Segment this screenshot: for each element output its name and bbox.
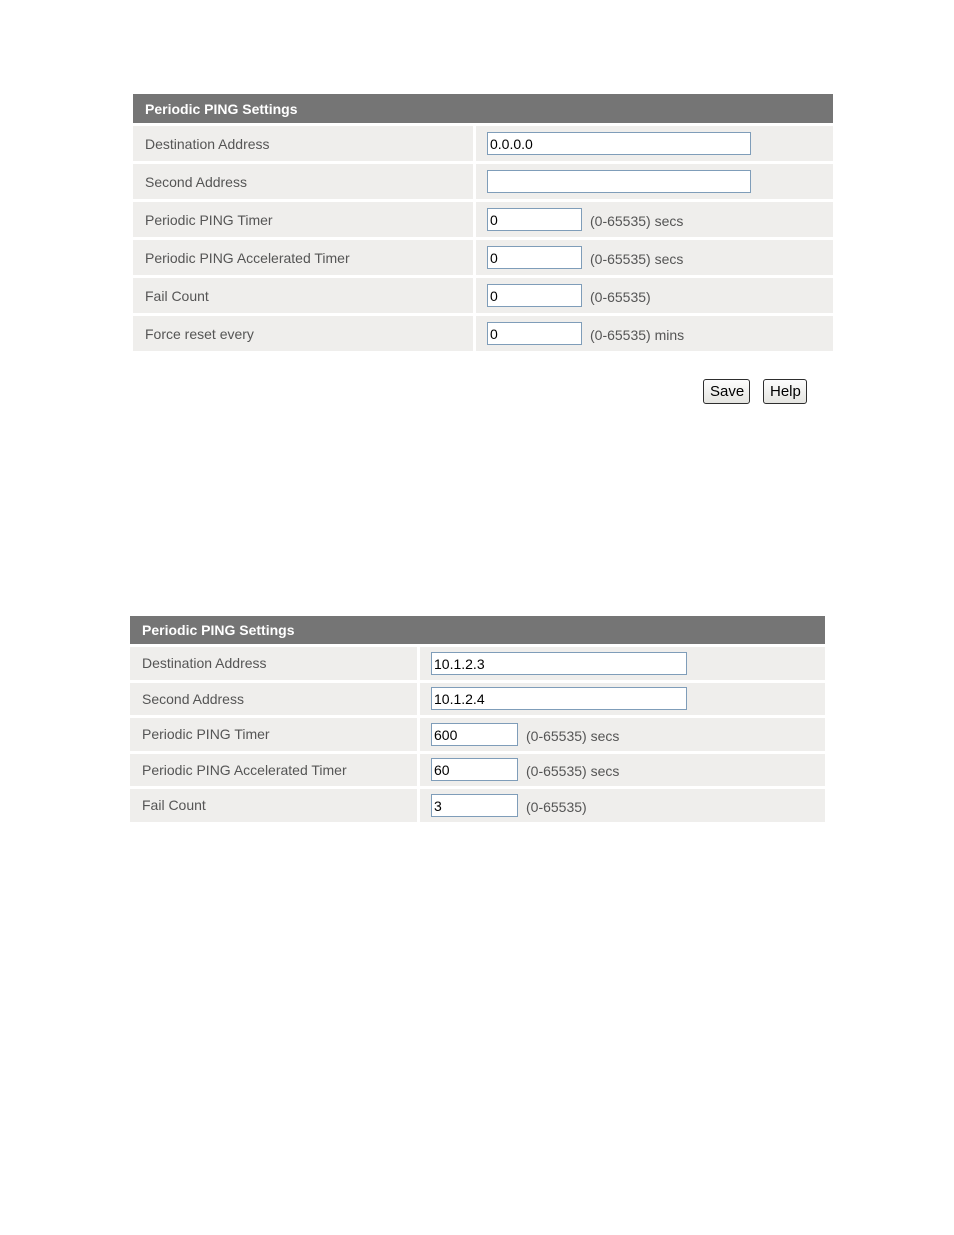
destination-address-label: Destination Address xyxy=(133,126,473,161)
force-reset-label: Force reset every xyxy=(133,316,473,351)
ping-timer-input[interactable] xyxy=(487,208,582,231)
accelerated-timer-row xyxy=(130,754,825,787)
ping-timer-row xyxy=(133,202,833,237)
accelerated-timer-input[interactable] xyxy=(431,758,518,781)
accelerated-timer-label: Periodic PING Accelerated Timer xyxy=(130,754,417,787)
ping-timer-row xyxy=(130,718,825,751)
force-reset-range: (0-65535) mins xyxy=(590,327,685,343)
ping-timer-label: Periodic PING Timer xyxy=(133,202,473,237)
fail-count-input[interactable] xyxy=(487,284,582,307)
second-address-row xyxy=(130,683,825,716)
panel-title: Periodic PING Settings xyxy=(130,616,825,644)
ping-timer-range: (0-65535) secs xyxy=(590,213,684,229)
accelerated-timer-label: Periodic PING Accelerated Timer xyxy=(133,240,473,275)
periodic-ping-settings-panel xyxy=(133,94,833,351)
accelerated-timer-row xyxy=(133,240,833,275)
form-buttons xyxy=(703,379,807,404)
fail-count-row xyxy=(133,278,833,313)
ping-timer-range: (0-65535) secs xyxy=(526,727,620,744)
panel-title: Periodic PING Settings xyxy=(133,94,833,123)
fail-count-range: (0-65535) xyxy=(590,289,651,305)
accelerated-timer-range: (0-65535) secs xyxy=(590,251,684,267)
help-button[interactable]: Help xyxy=(763,379,807,404)
destination-address-input[interactable] xyxy=(487,132,751,155)
fail-count-input[interactable] xyxy=(431,794,518,817)
destination-address-row xyxy=(130,647,825,680)
save-button[interactable]: Save xyxy=(703,379,750,404)
second-address-input[interactable] xyxy=(487,170,751,193)
second-address-row xyxy=(133,164,833,199)
force-reset-input[interactable] xyxy=(487,322,582,345)
accelerated-timer-input[interactable] xyxy=(487,246,582,269)
periodic-ping-settings-panel-example xyxy=(130,616,825,822)
destination-address-row xyxy=(133,126,833,161)
fail-count-label: Fail Count xyxy=(133,278,473,313)
accelerated-timer-range: (0-65535) secs xyxy=(526,763,620,780)
ping-timer-label: Periodic PING Timer xyxy=(130,718,417,751)
second-address-label: Second Address xyxy=(133,164,473,199)
ping-timer-input[interactable] xyxy=(431,723,518,746)
fail-count-label: Fail Count xyxy=(130,789,417,822)
force-reset-row xyxy=(133,316,833,351)
destination-address-input[interactable] xyxy=(431,652,687,675)
fail-count-range: (0-65535) xyxy=(526,798,587,815)
second-address-label: Second Address xyxy=(130,683,417,716)
fail-count-row xyxy=(130,789,825,822)
destination-address-label: Destination Address xyxy=(130,647,417,680)
second-address-input[interactable] xyxy=(431,687,687,710)
